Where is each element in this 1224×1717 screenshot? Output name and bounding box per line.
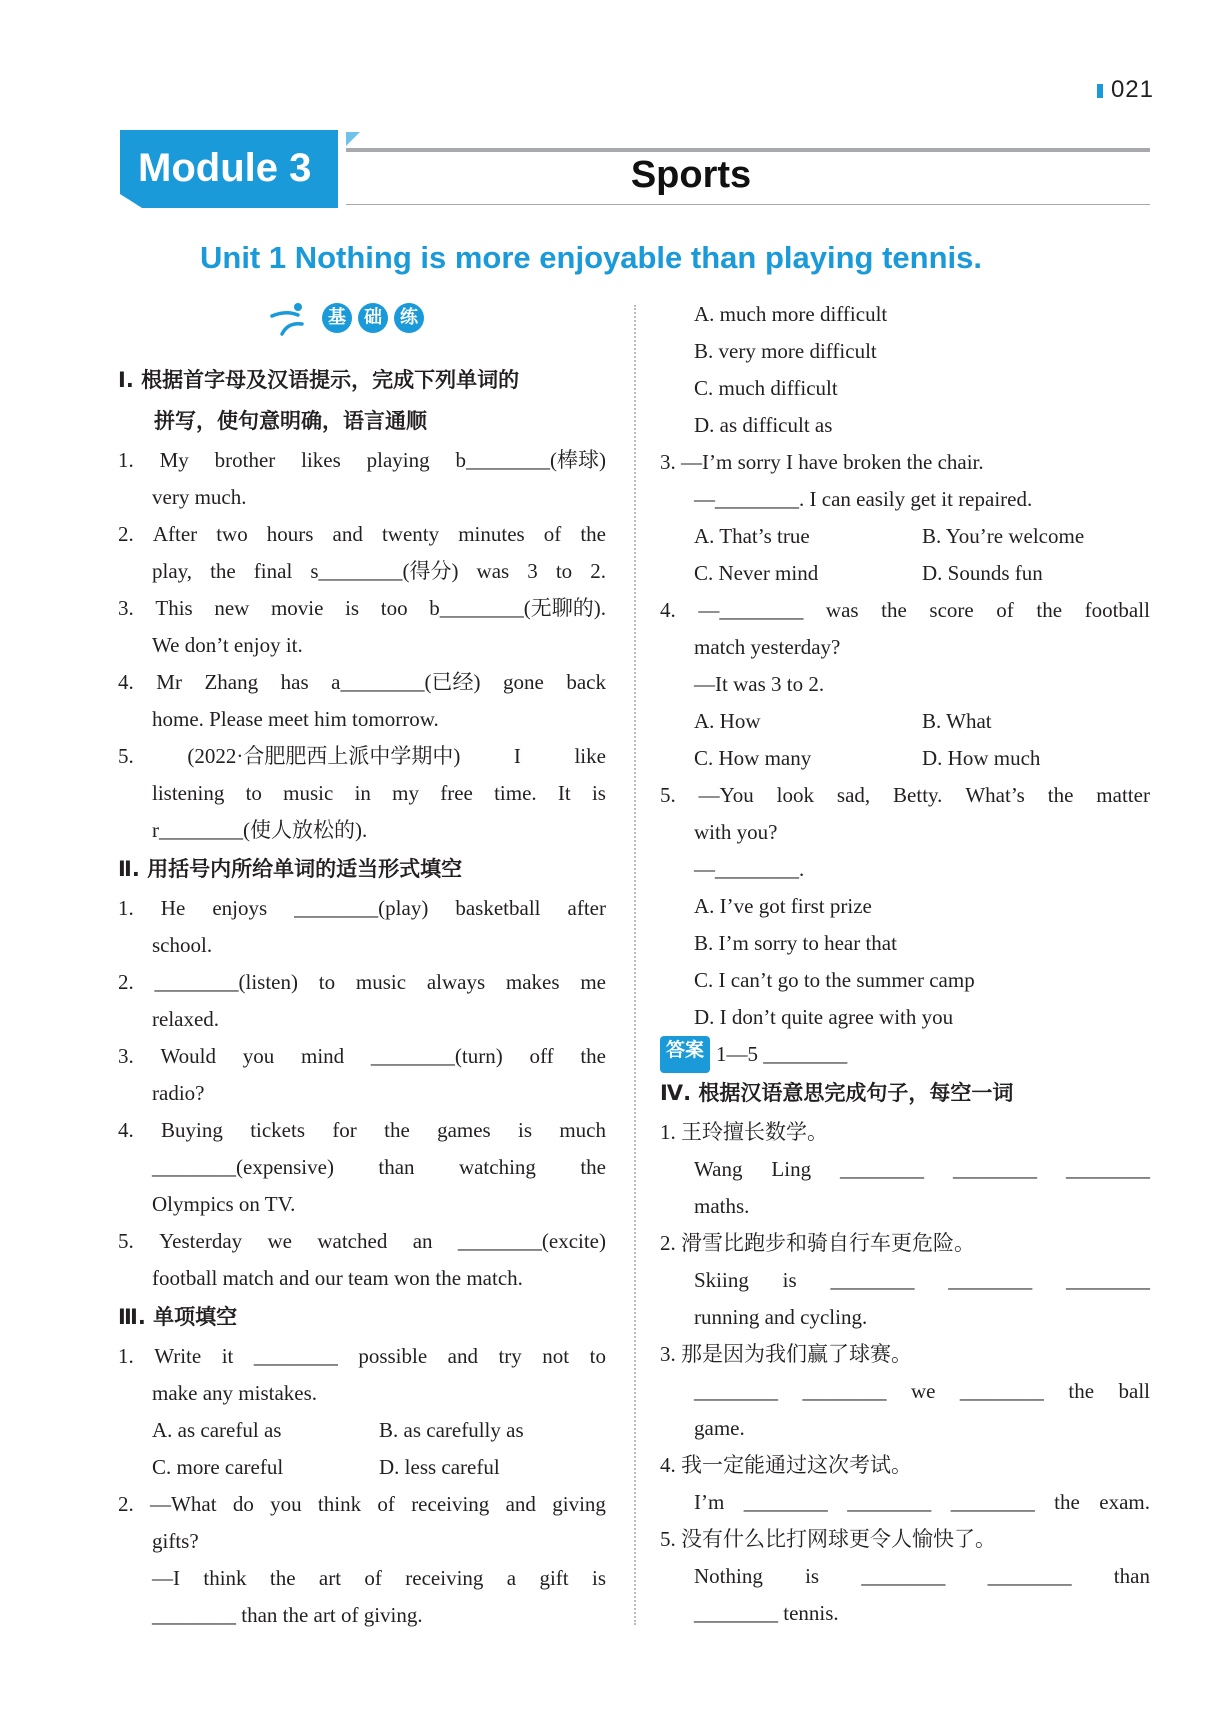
badge-chu: 础	[358, 303, 388, 333]
option-text: A. That’s true	[694, 524, 810, 548]
text-line: radio?	[152, 1081, 205, 1105]
text-line: r________(使人放松的).	[152, 818, 368, 842]
option-text: B. You’re welcome	[922, 524, 1085, 548]
text-line: 5. Yesterday we watched an ________(excite)	[118, 1229, 606, 1253]
option-text: D. Sounds fun	[922, 561, 1043, 585]
text-line: ________ than the art of giving.	[152, 1603, 423, 1627]
text-line: ________(expensive) than watching the	[152, 1155, 606, 1179]
text-line: match yesterday?	[694, 635, 841, 659]
unit-title: Unit 1 Nothing is more enjoyable than playing tennis.	[200, 240, 982, 275]
text-line: B. very more difficult	[694, 339, 877, 363]
option-text: C. Never mind	[694, 561, 819, 585]
text-line: running and cycling.	[694, 1305, 868, 1329]
section-badge-group	[268, 300, 430, 336]
section-heading: Ⅲ. 单项填空	[118, 1305, 238, 1329]
text-line: C. I can’t go to the summer camp	[694, 968, 975, 992]
option-row	[660, 518, 1150, 555]
title-rule-bottom	[346, 204, 1150, 205]
text-line: listening to music in my free time. It is	[152, 781, 606, 805]
badge-ji: 基	[322, 303, 352, 333]
option-row	[118, 1412, 606, 1449]
text-line: game.	[694, 1416, 745, 1440]
text-line: A. much more difficult	[694, 302, 888, 326]
text-line: Nothing is ________ ________ than	[694, 1564, 1150, 1588]
text-line: 2. 滑雪比跑步和骑自行车更危险。	[660, 1231, 975, 1255]
text-line: 4. Buying tickets for the games is much	[118, 1118, 606, 1142]
text-line: 1. He enjoys ________(play) basketball after	[118, 896, 606, 920]
option-text: A. How	[694, 709, 761, 733]
text-line: D. as difficult as	[694, 413, 833, 437]
text-line: D. I don’t quite agree with you	[694, 1005, 954, 1029]
text-line: make any mistakes.	[152, 1381, 318, 1405]
text-line: 5. —You look sad, Betty. What’s the matter	[660, 783, 1150, 807]
text-line: 3. Would you mind ________(turn) off the	[118, 1044, 606, 1068]
text-line: Skiing is ________ ________ ________	[694, 1268, 1150, 1292]
text-line: 3. This new movie is too b________(无聊的).	[118, 596, 606, 620]
text-line: We don’t enjoy it.	[152, 633, 303, 657]
text-line: B. I’m sorry to hear that	[694, 931, 897, 955]
module-title: Sports	[630, 154, 752, 196]
option-text: C. more careful	[152, 1455, 284, 1479]
text-line: 1. Write it ________ possible and try not to	[118, 1344, 606, 1368]
text-line: 2. ________(listen) to music always makes me	[118, 970, 606, 994]
option-row	[660, 740, 1150, 777]
text-line: —________.	[694, 857, 805, 881]
text-line: 4. —________ was the score of the football	[660, 598, 1150, 622]
text-line: maths.	[694, 1194, 750, 1218]
page-number-text: 021	[1110, 76, 1154, 103]
option-row	[118, 1449, 606, 1486]
option-text: D. How much	[922, 746, 1041, 770]
right-column	[660, 296, 1150, 1632]
text-line: school.	[152, 933, 213, 957]
text-line: 2. —What do you think of receiving and giving	[118, 1492, 606, 1516]
text-line: —I think the art of receiving a gift is	[152, 1566, 606, 1590]
section-heading: Ⅰ. 根据首字母及汉语提示，完成下列单词的	[118, 368, 520, 392]
text-line: —________. I can easily get it repaired.	[694, 487, 1033, 511]
answer-row	[660, 1036, 1150, 1073]
option-text: C. How many	[694, 746, 812, 770]
option-row	[660, 555, 1150, 592]
runner-icon	[268, 300, 308, 336]
page-number	[1097, 76, 1154, 104]
text-line: 1. 王玲擅长数学。	[660, 1120, 828, 1144]
text-line: gifts?	[152, 1529, 199, 1553]
text-line: A. I’ve got first prize	[694, 894, 872, 918]
badge-lian: 练	[394, 303, 424, 333]
answer-tag: 答案	[660, 1036, 710, 1073]
text-line: ________ tennis.	[694, 1601, 839, 1625]
option-text: B. What	[922, 709, 992, 733]
text-line: very much.	[152, 485, 247, 509]
left-column	[118, 360, 606, 1634]
text-line: home. Please meet him tomorrow.	[152, 707, 439, 731]
text-line: Olympics on TV.	[152, 1192, 296, 1216]
section-heading: Ⅱ. 用括号内所给单词的适当形式填空	[118, 857, 463, 881]
section-heading: 拼写，使句意明确，语言通顺	[154, 409, 427, 433]
text-line: 5. 没有什么比打网球更令人愉快了。	[660, 1527, 996, 1551]
text-line: 4. 我一定能通过这次考试。	[660, 1453, 912, 1477]
title-rule-top	[346, 148, 1150, 152]
text-line: 3. —I’m sorry I have broken the chair.	[660, 450, 984, 474]
option-row	[660, 703, 1150, 740]
option-text: B. as carefully as	[379, 1418, 524, 1442]
text-line: I’m ________ ________ ________ the exam.	[694, 1490, 1150, 1514]
text-line: —It was 3 to 2.	[694, 672, 825, 696]
module-label: Module 3	[138, 146, 312, 190]
page-marker-icon	[1097, 84, 1103, 98]
text-line: 1. My brother likes playing b________(棒球)	[118, 448, 606, 472]
section-heading: Ⅳ. 根据汉语意思完成句子，每空一词	[660, 1081, 1014, 1105]
text-line: C. much difficult	[694, 376, 838, 400]
text-line: football match and our team won the match.	[152, 1266, 523, 1290]
option-text: A. as careful as	[152, 1418, 282, 1442]
text-line: Wang Ling ________ ________ ________	[694, 1157, 1150, 1181]
corner-triangle-icon	[346, 132, 360, 146]
text-line: 4. Mr Zhang has a________(已经) gone back	[118, 670, 606, 694]
text-line: ________ ________ we ________ the ball	[694, 1379, 1150, 1403]
answer-blank: 1—5 ________	[716, 1042, 848, 1066]
text-line: 2. After two hours and twenty minutes of the	[118, 522, 606, 546]
option-text: D. less careful	[379, 1455, 500, 1479]
text-line: relaxed.	[152, 1007, 220, 1031]
column-divider	[634, 305, 636, 1625]
text-line: with you?	[694, 820, 778, 844]
text-line: 5. (2022·合肥肥西上派中学期中) I like	[118, 744, 606, 768]
text-line: 3. 那是因为我们赢了球赛。	[660, 1342, 912, 1366]
text-line: play, the final s________(得分) was 3 to 2.	[152, 559, 606, 583]
